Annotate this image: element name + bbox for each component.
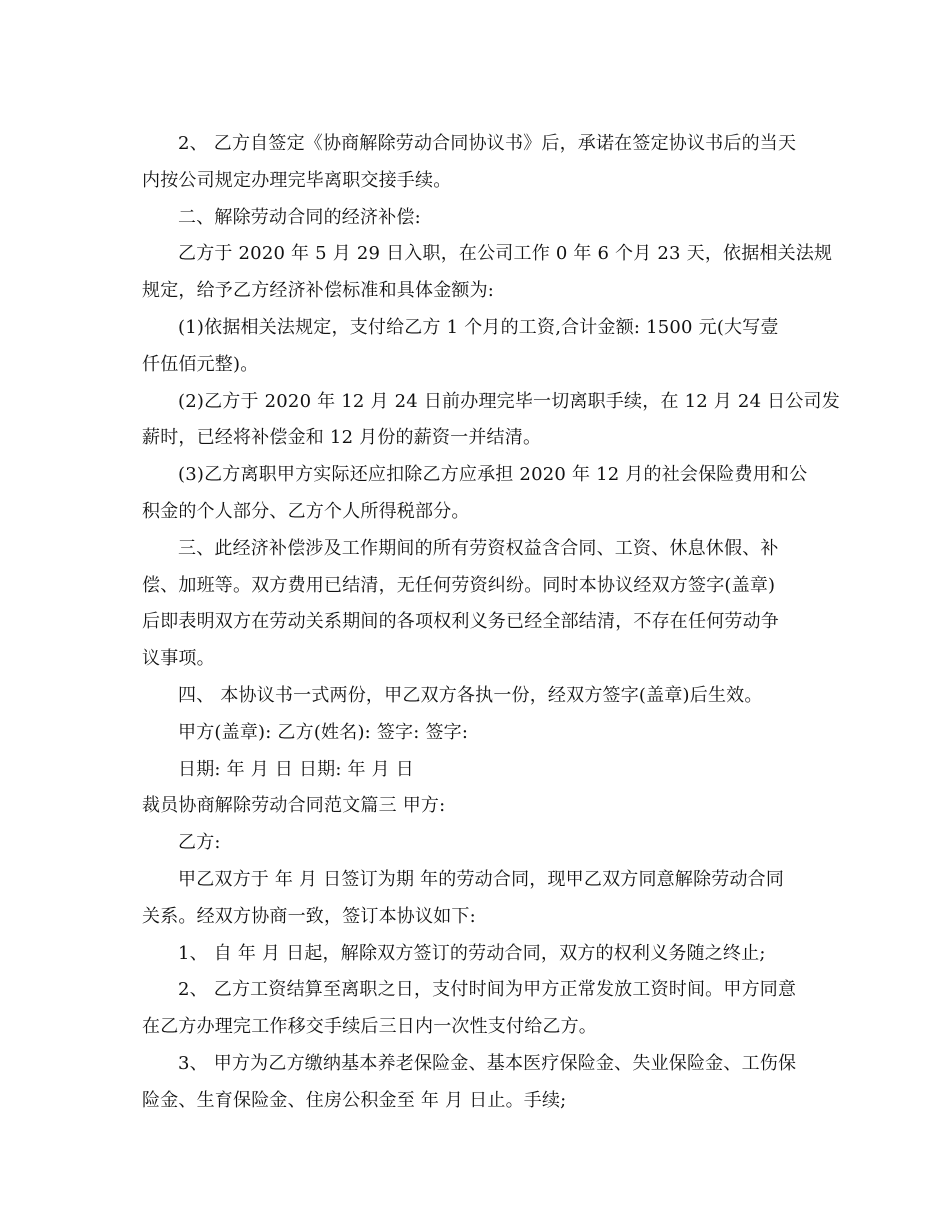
text-line: 裁员协商解除劳动合同范文篇三 甲方:: [142, 795, 446, 817]
text-line: 薪时，已经将补偿金和 12 月份的薪资一并结清。: [142, 427, 542, 449]
text-line: (3)乙方离职甲方实际还应扣除乙方应承担 2020 年 12 月的社会保险费用和公: [178, 464, 808, 486]
text-line: 后即表明双方在劳动关系期间的各项权利义务已经全部结清，不存在任何劳动争: [142, 611, 779, 633]
text-line: 积金的个人部分、乙方个人所得税部分。: [142, 500, 470, 522]
text-line: 3、 甲方为乙方缴纳基本养老保险金、基本医疗保险金、失业保险金、工伤保: [178, 1052, 797, 1074]
text-line: (1)依据相关法规定，支付给乙方 1 个月的工资,合计金额: 1500 元(大写壹: [178, 316, 779, 338]
text-line: 规定，给予乙方经济补偿标准和具体金额为:: [142, 280, 495, 302]
text-line: 甲乙双方于 年 月 日签订为期 年的劳动合同，现甲乙双方同意解除劳动合同: [178, 868, 785, 890]
text-line: 四、 本协议书一式两份，甲乙双方各执一份，经双方签字(盖章)后生效。: [178, 684, 763, 706]
text-line: 险金、生育保险金、住房公积金至 年 月 日止。手续;: [142, 1089, 567, 1111]
text-line: 乙方于 2020 年 5 月 29 日入职，在公司工作 0 年 6 个月 23 天，依据相关法规: [178, 243, 833, 265]
text-line: 日期: 年 月 日 日期: 年 月 日: [178, 758, 414, 780]
text-line: 1、 自 年 月 日起，解除双方签订的劳动合同，双方的权利义务随之终止;: [178, 942, 766, 964]
text-line: 二、解除劳动合同的经济补偿:: [178, 206, 421, 228]
text-line: 乙方:: [178, 832, 221, 854]
text-line: 2、 乙方自签定《协商解除劳动合同协议书》后，承诺在签定协议书后的当天: [178, 133, 797, 154]
text-line: 仟伍佰元整)。: [142, 353, 259, 375]
text-line: (2)乙方于 2020 年 12 月 24 日前办理完毕一切离职手续，在 12 月 24 日公司发: [178, 390, 840, 412]
text-line: 内按公司规定办理完毕离职交接手续。: [142, 169, 452, 191]
text-line: 关系。经双方协商一致，签订本协议如下:: [142, 905, 476, 927]
text-line: 议事项。: [142, 648, 215, 670]
text-line: 在乙方办理完工作移交手续后三日内一次性支付给乙方。: [142, 1016, 597, 1038]
document-page: [142, 126, 840, 1120]
text-line: 2、 乙方工资结算至离职之日，支付时间为甲方正常发放工资时间。甲方同意: [178, 979, 797, 1001]
text-line: 三、此经济补偿涉及工作期间的所有劳资权益含合同、工资、休息休假、补: [178, 537, 779, 559]
text-line: 甲方(盖章): 乙方(姓名): 签字: 签字:: [178, 721, 469, 743]
text-line: 偿、加班等。双方费用已结清，无任何劳资纠纷。同时本协议经双方签字(盖章): [142, 574, 776, 596]
